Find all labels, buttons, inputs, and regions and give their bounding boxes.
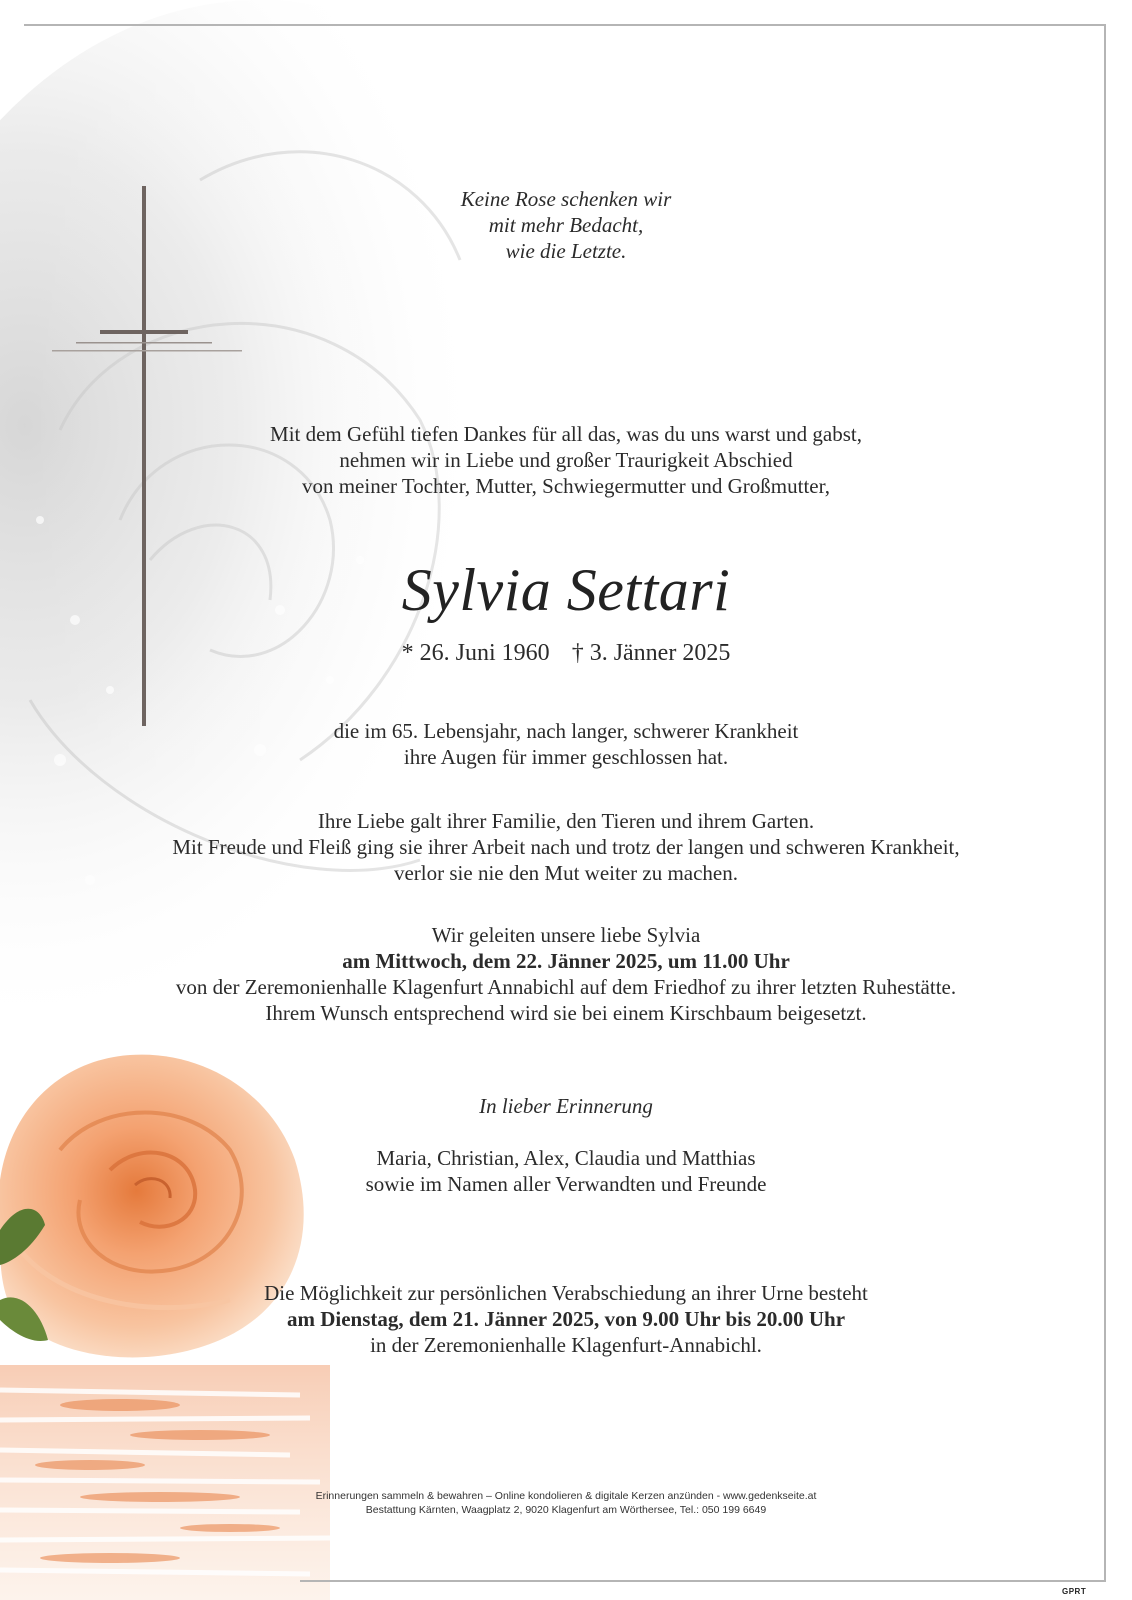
frame-right-line bbox=[1104, 24, 1106, 1582]
farewell-date-time: am Dienstag, dem 21. Jänner 2025, von 9.00 Uhr bis 20.00 Uhr bbox=[286, 1307, 846, 1331]
mourners bbox=[90, 1145, 1042, 1197]
intro-line: nehmen wir in Liebe und großer Traurigkeit Abschied bbox=[339, 448, 793, 472]
intro-text bbox=[90, 421, 1042, 499]
verse-line: mit mehr Bedacht, bbox=[488, 213, 644, 237]
memory-label-block bbox=[90, 1093, 1042, 1119]
farewell-intro: Die Möglichkeit zur persönlichen Verabschiedung an ihrer Urne besteht bbox=[264, 1281, 868, 1305]
farewell-location: in der Zeremonienhalle Klagenfurt-Annabichl. bbox=[370, 1333, 762, 1357]
funeral-date-time: am Mittwoch, dem 22. Jänner 2025, um 11.00 Uhr bbox=[342, 949, 790, 973]
life-dates bbox=[90, 638, 1042, 668]
verse-line: wie die Letzte. bbox=[505, 239, 627, 263]
funeral-intro: Wir geleiten unsere liebe Sylvia bbox=[431, 923, 701, 947]
footer-website-line: Erinnerungen sammeln & bewahren – Online kondolieren & digitale Kerzen anzünden - www.gedenkseite.at bbox=[315, 1490, 817, 1502]
memory-label: In lieber Erinnerung bbox=[479, 1094, 653, 1118]
passing-line: die im 65. Lebensjahr, nach langer, schwerer Krankheit bbox=[333, 719, 799, 743]
life-line: Mit Freude und Fleiß ging sie ihrer Arbeit nach und trotz der langen und schweren Krankheit, bbox=[172, 835, 960, 859]
life-line: Ihre Liebe galt ihrer Familie, den Tieren und ihrem Garten. bbox=[317, 809, 815, 833]
funeral-note: Ihrem Wunsch entsprechend wird sie bei einem Kirschbaum beigesetzt. bbox=[265, 1001, 867, 1025]
corner-mark: GPRT bbox=[1062, 1587, 1087, 1596]
mourners-line: Maria, Christian, Alex, Claudia und Matthias bbox=[376, 1146, 756, 1170]
birth-date: * 26. Juni 1960 bbox=[401, 640, 550, 666]
funeral-location: von der Zeremonienhalle Klagenfurt Annabichl auf dem Friedhof zu ihrer letzten Ruhestätte. bbox=[175, 975, 957, 999]
passing-line: ihre Augen für immer geschlossen hat. bbox=[403, 745, 729, 769]
deceased-name: Sylvia Settari bbox=[401, 557, 731, 623]
intro-line: Mit dem Gefühl tiefen Dankes für all das, was du uns warst und gabst, bbox=[270, 422, 862, 446]
mourners-line: sowie im Namen aller Verwandten und Freunde bbox=[365, 1172, 767, 1196]
passing-text bbox=[90, 718, 1042, 770]
frame-top-line bbox=[24, 24, 1106, 26]
verse bbox=[90, 186, 1042, 264]
death-date: † 3. Jänner 2025 bbox=[571, 640, 731, 666]
life-text bbox=[90, 808, 1042, 886]
farewell-details bbox=[90, 1280, 1042, 1358]
deceased-block bbox=[90, 555, 1042, 625]
frame-bottom-line bbox=[300, 1580, 1106, 1582]
life-line: verlor sie nie den Mut weiter zu machen. bbox=[393, 861, 739, 885]
footer bbox=[90, 1489, 1042, 1517]
verse-line: Keine Rose schenken wir bbox=[460, 187, 672, 211]
intro-line: von meiner Tochter, Mutter, Schwiegermutter und Großmutter, bbox=[301, 474, 831, 498]
funeral-details bbox=[90, 922, 1042, 1026]
footer-contact-line: Bestattung Kärnten, Waagplatz 2, 9020 Klagenfurt am Wörthersee, Tel.: 050 199 6649 bbox=[365, 1504, 767, 1516]
